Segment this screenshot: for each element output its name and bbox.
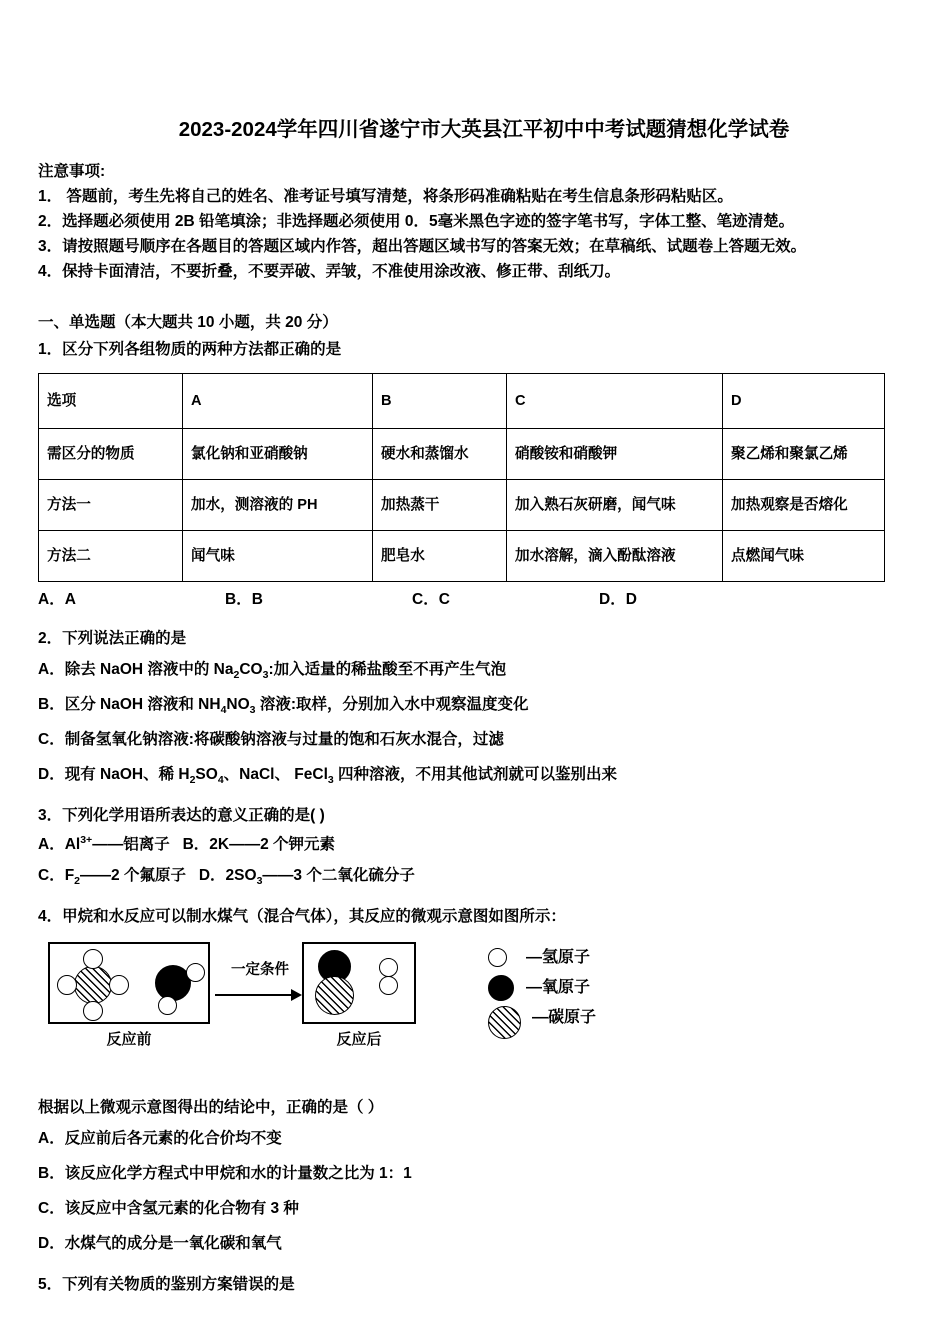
arrow-line <box>215 994 295 996</box>
diagram-legend <box>488 944 728 1034</box>
question-2-option-d[interactable]: D．现有 NaOH、稀 $H_2SO_4$、NaCl、 FeCl$_3$ 四种溶液，不用其他试剂就可以鉴别出来 <box>38 766 618 787</box>
notice-item-1: 1． 答题前，考生先将自己的姓名、准考证号填写清楚，将条形码准确粘贴在考生信息条形码粘贴区。 <box>38 188 733 205</box>
questions-section <box>0 310 950 1298</box>
table-cell: 氯化钠和亚硝酸钠 <box>183 429 373 480</box>
section-heading: 一、单选题（本大题共 10 小题，共 20 分） <box>38 314 338 331</box>
reaction-diagram <box>40 942 920 1064</box>
carbon-atom-icon <box>315 976 354 1015</box>
table-row <box>39 480 885 531</box>
hydrogen-atom-icon <box>83 1001 103 1021</box>
carbon-atom-icon <box>488 1006 521 1039</box>
table-cell: 加水溶解，滴入酚酞溶液 <box>507 531 723 582</box>
page-title: 2023-2024学年四川省遂宁市大英县江平初中中考试题猜想化学试卷 <box>178 118 790 141</box>
option-label: A． <box>38 661 65 678</box>
table-cell: 聚乙烯和聚氯乙烯 <box>723 429 885 480</box>
reaction-condition-label: 一定条件 <box>231 962 289 978</box>
legend-row-hydrogen <box>488 944 728 974</box>
table-cell: 加热蒸干 <box>373 480 507 531</box>
legend-row-carbon <box>488 1004 728 1034</box>
after-reaction-caption: 反应后 <box>336 1031 382 1048</box>
hydrogen-atom-icon <box>109 975 129 995</box>
carbon-atom-icon <box>74 966 112 1004</box>
table-cell: 加入熟石灰研磨，闻气味 <box>507 480 723 531</box>
question-3-option-cd[interactable]: C．$F_2——2$ 个氟原子 D．$2SO_3——3$ 个二氧化硫分子 <box>38 867 415 888</box>
option-label: B． <box>38 696 65 713</box>
question-1-stem: 1．区分下列各组物质的两种方法都正确的是 <box>38 341 342 358</box>
after-reaction-box <box>302 942 416 1024</box>
notice-item-4: 4．保持卡面清洁，不要折叠，不要弄破、弄皱，不准使用涂改液、修正带、刮纸刀。 <box>38 263 621 280</box>
legend-label: —碳原子 <box>532 1009 597 1026</box>
table-cell: 硝酸铵和硝酸钾 <box>507 429 723 480</box>
question-2-stem: 2．下列说法正确的是 <box>38 630 187 647</box>
arrow-head-icon <box>291 989 302 1001</box>
hydrogen-atom-icon <box>158 996 177 1015</box>
notice-heading: 注意事项: <box>38 163 106 180</box>
notice-item-2: 2．选择题必须使用 2B 铅笔填涂；非选择题必须使用 0．5毫米黑色字迹的签字笔书写，字体工整、笔迹清楚。 <box>38 213 795 230</box>
table-cell: 肥皂水 <box>373 531 507 582</box>
question-4-sub-stem: 根据以上微观示意图得出的结论中，正确的是（ ） <box>38 1099 384 1116</box>
table-cell: A <box>183 374 373 429</box>
choice-c[interactable]: C．C <box>412 591 450 608</box>
question-4-option-a[interactable]: A．反应前后各元素的化合价均不变 <box>38 1130 282 1147</box>
option-label: D． <box>38 766 65 783</box>
question-3-stem: 3．下列化学用语所表达的意义正确的是( ) <box>38 807 325 824</box>
table-cell: 硬水和蒸馏水 <box>373 429 507 480</box>
legend-label: —氢原子 <box>526 949 591 966</box>
hydrogen-atom-icon <box>379 958 398 977</box>
option-label: A． <box>38 836 65 853</box>
question-4-option-d[interactable]: D．水煤气的成分是一氧化碳和氧气 <box>38 1235 282 1252</box>
table-cell: 点燃闻气味 <box>723 531 885 582</box>
table-cell: 方法二 <box>39 531 183 582</box>
option-label: C． <box>38 731 65 748</box>
choice-d[interactable]: D．D <box>599 591 637 608</box>
question-1-table <box>38 373 885 582</box>
notice-item-3: 3．请按照题号顺序在各题目的答题区域内作答，超出答题区域书写的答案无效；在草稿纸、试题卷上答题无效。 <box>38 238 807 255</box>
question-2-option-c[interactable]: C．制备氢氧化钠溶液:将碳酸钠溶液与过量的饱和石灰水混合，过滤 <box>38 731 504 748</box>
before-reaction-caption: 反应前 <box>106 1031 152 1048</box>
table-cell: 闻气味 <box>183 531 373 582</box>
question-2-option-b[interactable]: B．区分 NaOH 溶液和 $NH_4NO_3$ 溶液:取样，分别加入水中观察温度变化 <box>38 696 529 717</box>
hydrogen-atom-icon <box>83 949 103 969</box>
before-reaction-box <box>48 942 210 1024</box>
legend-label: —氧原子 <box>526 979 591 996</box>
table-cell: 方法一 <box>39 480 183 531</box>
question-2-option-a[interactable]: A．除去 NaOH 溶液中的 $Na_2CO_3$:加入适量的稀盐酸至不再产生气泡 <box>38 661 507 682</box>
table-cell: 需区分的物质 <box>39 429 183 480</box>
legend-row-oxygen <box>488 974 728 1004</box>
question-4-option-b[interactable]: B．该反应化学方程式中甲烷和水的计量数之比为 1：1 <box>38 1165 412 1182</box>
hydrogen-atom-icon <box>488 948 507 967</box>
table-cell: B <box>373 374 507 429</box>
table-row <box>39 374 885 429</box>
table-cell: 加水，测溶液的 PH <box>183 480 373 531</box>
question-4-option-c[interactable]: C．该反应中含氢元素的化合物有 3 种 <box>38 1200 299 1217</box>
table-cell: D <box>723 374 885 429</box>
reaction-arrow-group <box>215 958 301 1010</box>
hydrogen-atom-icon <box>379 976 398 995</box>
table-cell: C <box>507 374 723 429</box>
question-1-choices <box>38 587 920 613</box>
oxygen-atom-icon <box>488 975 514 1001</box>
question-5-stem: 5．下列有关物质的鉴别方案错误的是 <box>38 1276 295 1293</box>
table-row <box>39 531 885 582</box>
hydrogen-atom-icon <box>57 975 77 995</box>
hydrogen-atom-icon <box>186 963 205 982</box>
question-4-stem: 4．甲烷和水反应可以制水煤气（混合气体），其反应的微观示意图如图所示： <box>38 908 566 925</box>
table-cell: 选项 <box>39 374 183 429</box>
table-row <box>39 429 885 480</box>
choice-b[interactable]: B．B <box>225 591 263 608</box>
option-label: C． <box>38 867 65 884</box>
table-cell: 加热观察是否熔化 <box>723 480 885 531</box>
notice-section <box>0 160 950 284</box>
choice-a[interactable]: A．A <box>38 591 76 608</box>
question-3-option-ab[interactable]: A．$Al^{3+}——$铝离子 B．2K——2 个钾元素 <box>38 833 336 853</box>
